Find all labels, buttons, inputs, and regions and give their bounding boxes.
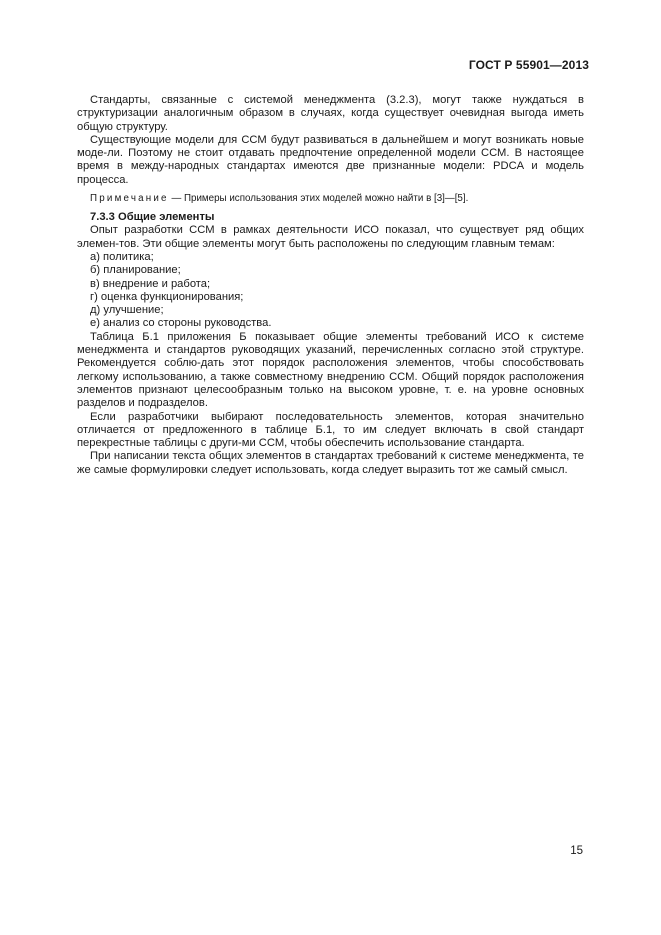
list-item: е) анализ со стороны руководства.: [90, 317, 272, 330]
note: [77, 193, 584, 205]
list-item: г) оценка функционирования;: [90, 290, 244, 303]
page-number: 15: [570, 845, 583, 857]
list-item: б) планирование;: [90, 264, 181, 277]
paragraph: Если разработчики выбирают последовательность элементов, которая значительно отличается от предложенного в таблице Б.1, то им следует включать в свой стандарт перекрестные таблицы с други-ми ССМ, чтобы обеспечить использование стандарта.: [77, 410, 584, 450]
document-header: ГОСТ Р 55901—2013: [468, 58, 589, 72]
note-label: Примечание: [90, 193, 169, 205]
section-intro: Опыт разработки ССМ в рамках деятельности ИСО показал, что существует ряд общих элемен-тов. Эти общие элементы могут быть расположены по следующим главным темам:: [77, 224, 584, 250]
paragraph: Стандарты, связанные с системой менеджмента (3.2.3), могут также нуждаться в структуризации аналогичным образом в случаях, когда существует очевидная выгода иметь общую структуру.: [77, 94, 584, 133]
topics-list: [77, 251, 584, 331]
paragraph: При написании текста общих элементов в стандартах требований к системе менеджмента, те же самые формулировки следует использовать, когда следует выразить тот же самый смысл.: [77, 450, 584, 476]
paragraph: Существующие модели для ССМ будут развиваться в дальнейшем и могут возникать новые моде-ли. Поэтому не стоит отдавать предпочтение определенной модели ССМ. В настоящее время в между-народных стандартах имеются две признанные модели: PDCA и модель процесса.: [77, 133, 584, 186]
note-text: — Примеры использования этих моделей можно найти в [3]—[5].: [168, 193, 469, 205]
document-body: [77, 94, 584, 477]
section-heading: 7.3.3 Общие элементы: [90, 211, 215, 224]
list-item: в) внедрение и работа;: [90, 277, 211, 290]
list-item: д) улучшение;: [90, 304, 164, 317]
paragraph: Таблица Б.1 приложения Б показывает общие элементы требований ИСО к системе менеджмента и стандартов руководящих указаний, перечисленных согласно этой структуре. Рекомендуется соблю-дать этот порядок расположения элементов, чтобы способствовать легкому использованию, а также совместному внедрению ССМ. Общий порядок расположения элементов признают целесообразным только на высоком уровне, т. е. на уровне основных разделов и подразделов.: [77, 330, 584, 410]
list-item: а) политика;: [90, 250, 154, 263]
